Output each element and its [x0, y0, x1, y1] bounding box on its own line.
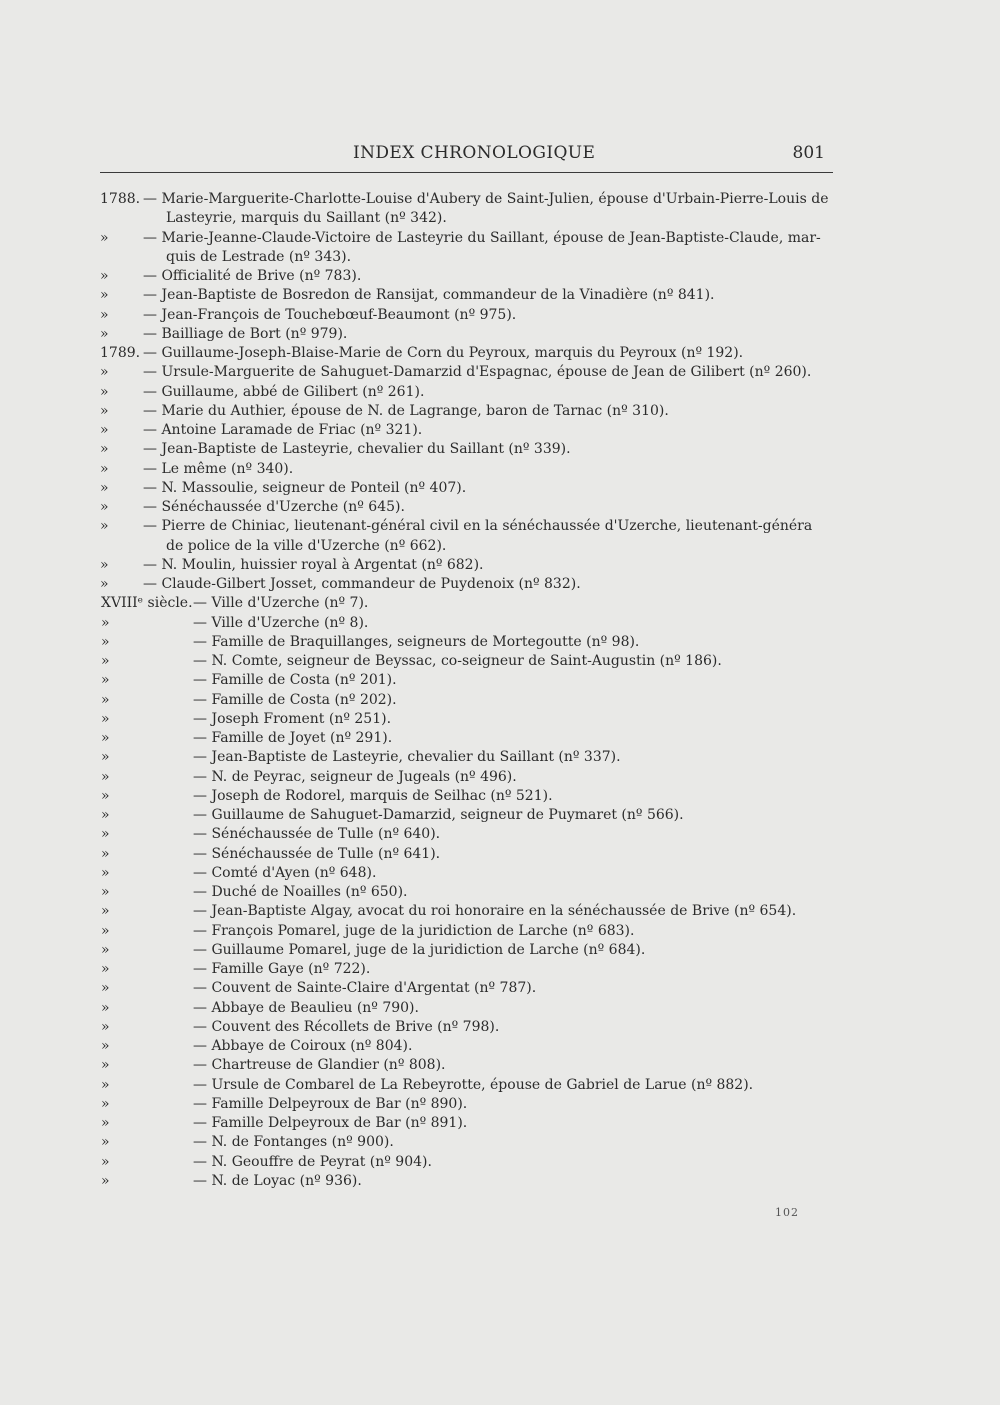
list-item: [0, 267, 1000, 286]
entry-text: — Famille Gaye (nº 722).: [193, 961, 371, 977]
list-item: [0, 999, 1000, 1018]
entry-date: »: [100, 325, 109, 342]
list-item: [0, 768, 1000, 787]
ditto-mark: »: [101, 1115, 110, 1131]
entry-text: — Famille de Joyet (nº 291).: [193, 730, 393, 746]
entry-text: — N. Massoulie, seigneur de Ponteil (nº 407).: [143, 479, 467, 496]
list-item: [0, 1095, 1000, 1114]
page-header: [100, 143, 825, 167]
entry-text: — Officialité de Brive (nº 783).: [143, 268, 362, 284]
entry-text: — N. de Fontanges (nº 900).: [193, 1134, 394, 1151]
ditto-mark: »: [101, 1038, 110, 1054]
ditto-mark: »: [101, 903, 110, 920]
list-item: [0, 729, 1000, 748]
list-item: [0, 479, 1000, 498]
entry-date: 1788.: [100, 191, 141, 207]
entry-text: — N. Moulin, huissier royal à Argentat (nº 682).: [143, 556, 484, 573]
ditto-mark: »: [101, 980, 110, 997]
entry-text: — N. Geouffre de Peyrat (nº 904).: [193, 1153, 432, 1170]
entry-date: »: [100, 364, 109, 381]
entry-date: »: [100, 556, 109, 573]
list-item: [0, 614, 1000, 633]
list-item: [0, 825, 1000, 844]
entry-text: — Jean-François de Touchebœuf-Beaumont (nº 975).: [143, 306, 517, 323]
list-item: [0, 344, 1000, 363]
entry-text: — Antoine Laramade de Friac (nº 321).: [143, 422, 423, 438]
entry-text: — Abbaye de Beaulieu (nº 790).: [193, 999, 419, 1016]
list-item: [0, 1114, 1000, 1133]
ditto-mark: »: [101, 1018, 110, 1035]
entry-text: — Joseph Froment (nº 251).: [193, 710, 392, 727]
entry-text: — Duché de Noailles (nº 650).: [193, 884, 408, 900]
list-item: [0, 902, 1000, 921]
ditto-mark: »: [101, 633, 110, 650]
ditto-mark: »: [101, 1172, 110, 1189]
entry-text: — Couvent de Sainte-Claire d'Argentat (nº 787).: [193, 980, 537, 997]
entry-text: — Ville d'Uzerche (nº 8).: [193, 614, 369, 631]
list-item: [0, 748, 1000, 767]
chronological-index: [0, 190, 1000, 1191]
entry-text: — Jean-Baptiste Algay, avocat du roi honoraire en la sénéchaussée de Brive (nº 654).: [193, 903, 797, 920]
ditto-mark: »: [101, 1134, 110, 1151]
ditto-mark: »: [101, 749, 110, 766]
entry-text: — Ursule de Combarel de La Rebeyrotte, épouse de Gabriel de Larue (nº 882).: [193, 1076, 754, 1093]
entry-text: — Jean-Baptiste de Lasteyrie, chevalier du Saillant (nº 339).: [143, 441, 571, 458]
entry-text: — Chartreuse de Glandier (nº 808).: [193, 1057, 446, 1074]
list-item: [0, 922, 1000, 941]
entry-text: — Guillaume Pomarel, juge de la juridiction de Larche (nº 684).: [193, 941, 646, 958]
entry-date: »: [100, 402, 109, 419]
entry-text: — Guillaume-Joseph-Blaise-Marie de Corn du Peyroux, marquis du Peyroux (nº 192).: [143, 345, 744, 361]
list-item: [0, 941, 1000, 960]
page-title: INDEX CHRONOLOGIQUE: [353, 143, 596, 163]
ditto-mark: »: [101, 999, 110, 1016]
list-item: [0, 383, 1000, 402]
list-item: [0, 960, 1000, 979]
entry-text: — Sénéchaussée de Tulle (nº 641).: [193, 845, 441, 862]
entry-text: — Famille de Braquillanges, seigneurs de Mortegoutte (nº 98).: [193, 633, 640, 650]
entry-text: — Comté d'Ayen (nº 648).: [193, 864, 377, 881]
entry-text: — Marie-Marguerite-Charlotte-Louise d'Aubery de Saint-Julien, épouse d'Urbain-Pierre-Louis de Lasteyrie, marquis du Saillant (nº 342).: [143, 191, 829, 227]
signature-mark: 102: [775, 1206, 799, 1219]
ditto-mark: »: [101, 826, 110, 843]
ditto-mark: »: [101, 787, 110, 804]
list-item: [0, 190, 1000, 229]
entry-text: — Jean-Baptiste de Lasteyrie, chevalier du Saillant (nº 337).: [193, 749, 621, 766]
list-item: [0, 1056, 1000, 1075]
ditto-mark: »: [101, 691, 110, 708]
page-number: 801: [792, 143, 825, 163]
list-item: [0, 421, 1000, 440]
list-item: [0, 517, 1000, 556]
entry-text: — Abbaye de Coiroux (nº 804).: [193, 1038, 413, 1054]
entry-date: »: [100, 422, 109, 438]
list-item: [0, 1133, 1000, 1152]
ditto-mark: »: [101, 922, 110, 939]
ditto-mark: »: [101, 961, 110, 977]
list-item: [0, 691, 1000, 710]
list-item: [0, 1037, 1000, 1056]
list-item: [0, 286, 1000, 305]
entry-text: — N. de Peyrac, seigneur de Jugeals (nº 496).: [193, 768, 517, 785]
list-item: [0, 363, 1000, 382]
entry-text: — Famille de Costa (nº 201).: [193, 672, 397, 689]
list-item: [0, 575, 1000, 594]
entry-text: — N. Comte, seigneur de Beyssac, co-seigneur de Saint-Augustin (nº 186).: [193, 653, 722, 669]
header-rule: [100, 172, 833, 173]
entry-date: »: [100, 518, 109, 535]
ditto-mark: »: [101, 807, 110, 823]
list-item: [0, 864, 1000, 883]
list-item: [0, 633, 1000, 652]
list-item: [0, 806, 1000, 825]
entry-date: »: [100, 576, 109, 592]
list-item: [0, 1018, 1000, 1037]
list-item: [0, 671, 1000, 690]
list-item: [0, 1153, 1000, 1172]
ditto-mark: »: [101, 730, 110, 746]
entry-text: — Ursule-Marguerite de Sahuguet-Damarzid d'Espagnac, épouse de Jean de Gilibert (nº 260).: [143, 364, 812, 381]
ditto-mark: »: [101, 1095, 110, 1112]
list-item: [0, 710, 1000, 729]
ditto-mark: »: [101, 1076, 110, 1093]
entry-text: — Joseph de Rodorel, marquis de Seilhac (nº 521).: [193, 787, 553, 804]
entry-date: »: [100, 383, 109, 400]
entry-text: — Guillaume de Sahuguet-Damarzid, seigneur de Puymaret (nº 566).: [193, 807, 684, 823]
list-item: [0, 979, 1000, 998]
entry-date: »: [100, 479, 109, 496]
entry-text: — Guillaume, abbé de Gilibert (nº 261).: [143, 383, 425, 400]
list-item: [0, 325, 1000, 344]
list-item: [0, 1076, 1000, 1095]
ditto-mark: »: [101, 614, 110, 631]
entry-text: — Famille de Costa (nº 202).: [193, 691, 397, 708]
entry-text: — Famille Delpeyroux de Bar (nº 891).: [193, 1115, 468, 1131]
entry-text: — Couvent des Récollets de Brive (nº 798).: [193, 1018, 500, 1035]
entry-text: — N. de Loyac (nº 936).: [193, 1172, 362, 1189]
list-item: [0, 306, 1000, 325]
list-item: [0, 845, 1000, 864]
ditto-mark: »: [101, 864, 110, 881]
ditto-mark: »: [101, 884, 110, 900]
entry-text: — Jean-Baptiste de Bosredon de Ransijat, commandeur de la Vinadière (nº 841).: [143, 287, 715, 304]
century-label: XVIIIᵉ siècle.: [101, 595, 193, 612]
entry-date: »: [100, 287, 109, 304]
ditto-mark: »: [101, 672, 110, 689]
list-item: [0, 556, 1000, 575]
entry-text: — Sénéchaussée d'Uzerche (nº 645).: [143, 499, 405, 515]
entry-text: — Marie du Authier, épouse de N. de Lagrange, baron de Tarnac (nº 310).: [143, 402, 669, 419]
entry-date: »: [100, 306, 109, 323]
list-item: [0, 594, 1000, 613]
ditto-mark: »: [101, 768, 110, 785]
list-item: [0, 460, 1000, 479]
entry-date: 1789.: [100, 345, 141, 361]
entry-date: »: [100, 268, 109, 284]
entry-text: — Famille Delpeyroux de Bar (nº 890).: [193, 1095, 468, 1112]
entry-text: — Marie-Jeanne-Claude-Victoire de Lasteyrie du Saillant, épouse de Jean-Baptiste-Claude, mar- quis de Lestrade (nº 343).: [143, 229, 821, 265]
list-item: [0, 1172, 1000, 1191]
list-item: [0, 498, 1000, 517]
ditto-mark: »: [101, 941, 110, 958]
ditto-mark: »: [101, 1153, 110, 1170]
entry-text: — Sénéchaussée de Tulle (nº 640).: [193, 826, 441, 843]
list-item: [0, 440, 1000, 459]
list-item: [0, 787, 1000, 806]
ditto-mark: »: [101, 1057, 110, 1074]
entry-date: »: [100, 499, 109, 515]
entry-text: — François Pomarel, juge de la juridiction de Larche (nº 683).: [193, 922, 635, 939]
list-item: [0, 883, 1000, 902]
ditto-mark: »: [101, 653, 110, 669]
entry-date: »: [100, 441, 109, 458]
ditto-mark: »: [101, 845, 110, 862]
entry-date: »: [100, 229, 109, 246]
ditto-mark: »: [101, 710, 110, 727]
entry-text: — Pierre de Chiniac, lieutenant-général civil en la sénéchaussée d'Uzerche, lieutenant-généra de police de la ville d'Uzerche (nº 662).: [143, 518, 813, 554]
entry-text: — Claude-Gilbert Josset, commandeur de Puydenoix (nº 832).: [143, 576, 581, 592]
list-item: [0, 402, 1000, 421]
entry-date: »: [100, 460, 109, 477]
entry-text: — Bailliage de Bort (nº 979).: [143, 325, 348, 342]
entry-text: — Le même (nº 340).: [143, 460, 294, 477]
list-item: [0, 229, 1000, 268]
entry-text: — Ville d'Uzerche (nº 7).: [193, 595, 369, 612]
list-item: [0, 652, 1000, 671]
